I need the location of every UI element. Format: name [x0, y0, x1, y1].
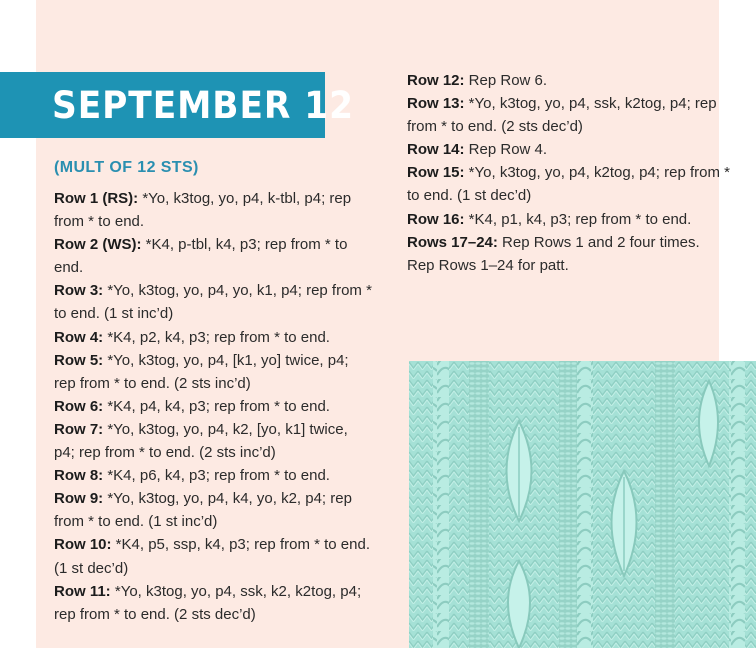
knit-swatch-photo	[409, 361, 756, 648]
row-text: Rep Row 6.	[464, 72, 548, 89]
knit-swatch-illustration	[409, 361, 756, 648]
row-instruction	[54, 233, 372, 279]
row-text: *K4, p-tbl, k4, p3; rep from * to end.	[54, 236, 348, 277]
row-instruction	[54, 326, 372, 349]
row-instruction	[407, 231, 737, 254]
row-instruction	[54, 187, 372, 233]
row-instruction	[54, 418, 372, 464]
row-label: Row 13:	[407, 95, 465, 113]
row-label: Row 16:	[407, 210, 465, 228]
row-text: Rep Rows 1 and 2 four times.	[497, 233, 700, 251]
row-label: Row 14:	[407, 141, 465, 159]
row-text: Rep Row 4.	[464, 141, 548, 159]
row-instruction	[54, 533, 372, 579]
row-text: *Yo, k3tog, yo, p4, [k1, yo] twice, p4; rep from * to end. (2 sts inc’d)	[54, 351, 349, 392]
row-instruction	[54, 279, 372, 325]
row-instruction	[407, 138, 737, 161]
row-label: Row 9:	[54, 490, 104, 508]
row-text: *Yo, k3tog, yo, p4, k2, [yo, k1] twice, p4; rep from * to end. (2 sts inc’d)	[54, 420, 348, 462]
row-label: Rows 17–24:	[407, 233, 498, 251]
row-instruction	[407, 254, 737, 277]
row-instruction	[407, 208, 737, 231]
row-label: Row 12:	[407, 72, 465, 89]
row-instruction	[407, 161, 737, 207]
row-text: *K4, p1, k4, p3; rep from * to end.	[464, 210, 692, 228]
row-instruction	[54, 464, 372, 487]
row-instruction	[54, 580, 372, 626]
row-instruction	[407, 92, 737, 138]
row-text: *K4, p6, k4, p3; rep from * to end.	[103, 467, 330, 485]
row-label: Row 10:	[54, 536, 112, 554]
row-label: Row 7:	[54, 420, 104, 438]
row-label: Row 11:	[54, 582, 111, 600]
instructions-right-column	[407, 69, 737, 277]
row-instruction	[407, 69, 737, 92]
row-text: *Yo, k3tog, yo, p4, k-tbl, p4; rep from * to end.	[54, 190, 352, 231]
row-text: *Yo, k3tog, yo, p4, k4, yo, k2, p4; rep from * to end. (1 st inc’d)	[54, 490, 352, 531]
row-label: Row 4:	[54, 328, 104, 346]
row-instruction	[54, 349, 372, 395]
row-label: Row 3:	[54, 282, 104, 300]
row-label: Row 2 (WS):	[54, 236, 142, 254]
row-instruction	[54, 487, 372, 533]
row-instruction	[54, 395, 372, 418]
row-text: *K4, p4, k4, p3; rep from * to end.	[103, 397, 330, 415]
row-text: *Yo, k3tog, yo, p4, ssk, k2tog, p4; rep from * to end. (2 sts dec’d)	[407, 95, 717, 136]
row-text: *Yo, k3tog, yo, p4, ssk, k2, k2tog, p4; rep from * to end. (2 sts dec’d)	[54, 582, 362, 623]
row-text: *K4, p5, ssp, k4, p3; rep from * to end. (1 st dec’d)	[54, 536, 370, 577]
stitch-multiple: (MULT OF 12 STS)	[54, 159, 199, 176]
row-label: Row 1 (RS):	[54, 190, 139, 207]
row-text: *K4, p2, k4, p3; rep from * to end.	[103, 328, 330, 346]
row-text: Rep Rows 1–24 for patt.	[407, 256, 569, 274]
page-title: SEPTEMBER 12	[52, 84, 354, 127]
row-label: Row 5:	[54, 351, 104, 369]
instructions-left-column	[54, 187, 372, 626]
row-text: *Yo, k3tog, yo, p4, yo, k1, p4; rep from * to end. (1 st inc’d)	[54, 282, 372, 323]
row-label: Row 8:	[54, 467, 104, 485]
row-text: *Yo, k3tog, yo, p4, k2tog, p4; rep from * to end. (1 st dec’d)	[407, 164, 730, 205]
row-label: Row 15:	[407, 164, 465, 182]
row-label: Row 6:	[54, 397, 104, 415]
